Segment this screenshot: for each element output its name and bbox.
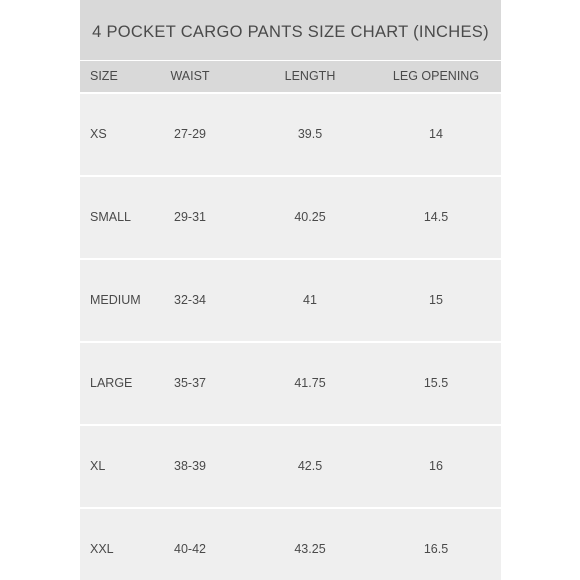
cell-length: 39.5 (297, 127, 323, 141)
table-row (80, 424, 501, 507)
cell-size: MEDIUM (90, 293, 141, 307)
cell-waist: 29-31 (174, 210, 206, 224)
header-waist: WAIST (170, 69, 210, 83)
table-body (80, 92, 501, 580)
table-row (80, 258, 501, 341)
cell-length: 43.25 (294, 542, 326, 556)
cell-size: XS (90, 127, 107, 141)
cell-waist: 32-34 (174, 293, 206, 307)
cell-length: 41 (303, 293, 317, 307)
table-row (80, 341, 501, 424)
cell-leg-opening: 14.5 (423, 210, 449, 224)
table-row (80, 92, 501, 175)
cell-size: LARGE (90, 376, 133, 390)
cell-waist: 27-29 (174, 127, 206, 141)
header-size: SIZE (90, 69, 118, 83)
cell-length: 42.5 (297, 459, 323, 473)
cell-waist: 35-37 (174, 376, 206, 390)
cell-leg-opening: 14 (429, 127, 443, 141)
cell-length: 41.75 (294, 376, 326, 390)
cell-leg-opening: 16.5 (423, 542, 449, 556)
cell-waist: 40-42 (174, 542, 206, 556)
cell-leg-opening: 16 (429, 459, 443, 473)
size-chart (80, 0, 501, 580)
table-row (80, 507, 501, 580)
header-length: LENGTH (284, 69, 336, 83)
table-header (80, 61, 501, 92)
cell-size: SMALL (90, 210, 131, 224)
cell-waist: 38-39 (174, 459, 206, 473)
cell-leg-opening: 15 (429, 293, 443, 307)
cell-leg-opening: 15.5 (423, 376, 449, 390)
cell-length: 40.25 (294, 210, 326, 224)
header-leg-opening: LEG OPENING (392, 69, 480, 83)
table-row (80, 175, 501, 258)
cell-size: XXL (90, 542, 114, 556)
title-bar (80, 0, 501, 61)
chart-title: 4 POCKET CARGO PANTS SIZE CHART (INCHES) (92, 22, 489, 41)
cell-size: XL (90, 459, 106, 473)
